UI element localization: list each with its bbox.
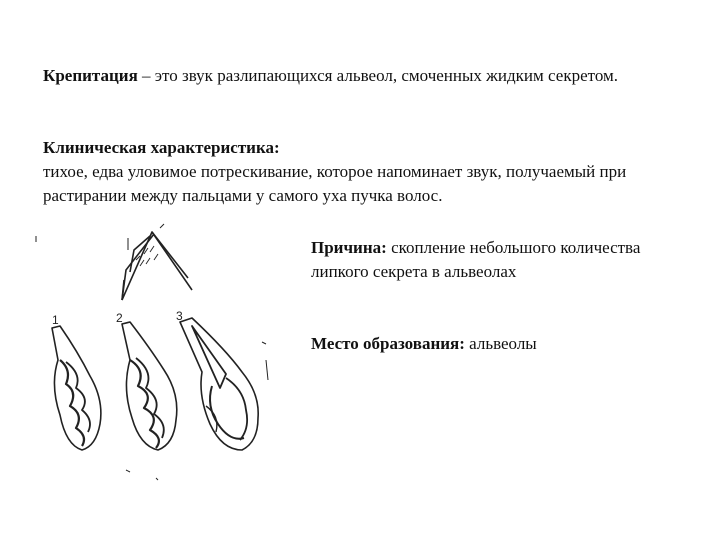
definition-paragraph bbox=[43, 64, 683, 88]
cause-paragraph bbox=[311, 236, 691, 284]
scan-artifacts bbox=[36, 236, 268, 480]
definition-term: Крепитация bbox=[43, 66, 138, 85]
clinical-paragraph bbox=[43, 136, 693, 208]
alveolus-shape-1 bbox=[52, 326, 101, 450]
place-paragraph bbox=[311, 332, 691, 356]
figure-label-1: 1 bbox=[52, 313, 59, 327]
place-text: альвеолы bbox=[464, 334, 537, 353]
cause-text: скопление небольшого количества липкого секрета в альвеолах bbox=[311, 238, 641, 281]
alveoli-illustration bbox=[30, 210, 290, 490]
place-label: Место образования: bbox=[311, 334, 465, 353]
figure-label-3: 3 bbox=[176, 309, 183, 323]
figure-label-2: 2 bbox=[116, 311, 123, 325]
cause-label: Причина: bbox=[311, 238, 387, 257]
alveolus-shape-2 bbox=[122, 322, 177, 450]
clinical-heading: Клиническая характеристика: bbox=[43, 138, 280, 157]
clinical-text: тихое, едва уловимое потрескивание, которое напоминает звук, получаемый при растирании между пальцами у самого уха пучка волос. bbox=[43, 162, 627, 205]
definition-text: – это звук разлипающихся альвеол, смоченных жидким секретом. bbox=[137, 66, 619, 85]
wet-surface-diagram bbox=[122, 224, 192, 300]
alveolus-shape-3 bbox=[180, 318, 258, 450]
